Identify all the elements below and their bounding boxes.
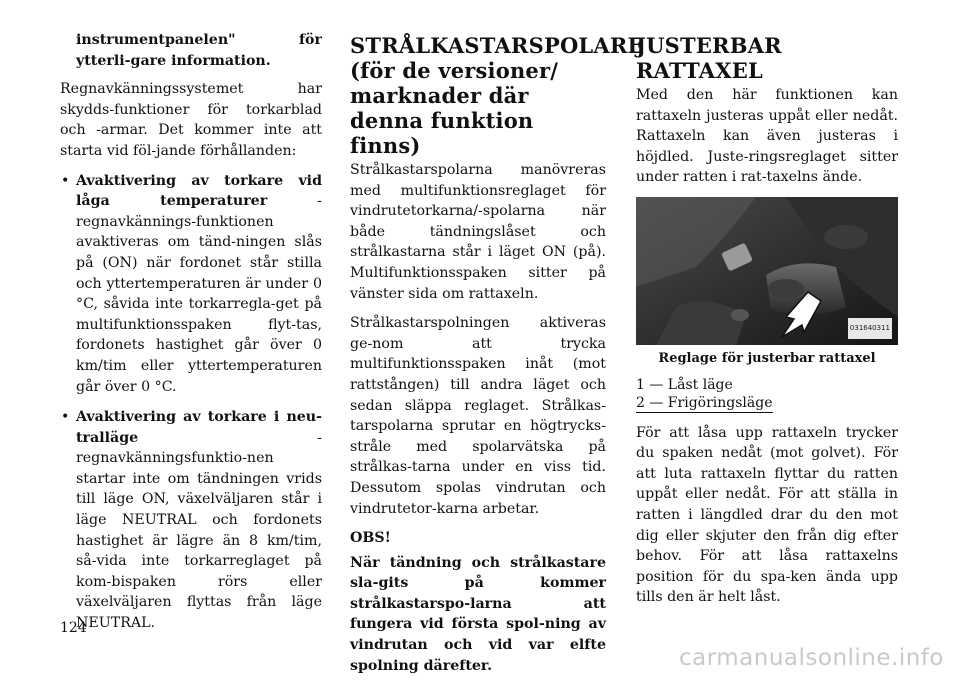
condition-list <box>60 171 322 634</box>
bullet-icon: • <box>61 409 70 426</box>
section-heading-tilt-column: JUSTERBAR RATTAXEL <box>636 33 782 83</box>
steering-column-figure <box>636 197 898 345</box>
figure-id: 031640311 <box>848 318 892 339</box>
page-number: 124 <box>60 620 87 636</box>
bullet-title: Avaktivering av torkare i neu-tralläge <box>76 409 322 446</box>
legend-item-locked: 1 — Låst läge <box>636 376 733 393</box>
bullet-text: - regnavkänningsfunktio-nen startar inte om tändningen vrids till läge ON, växelväljaren står i läge NEUTRAL och fordonets hastighet är lägre än 8 km/tim, så-vida inte torkarreglaget på kom-bispaken rörs eller växelväljaren flyttas från läge NEUTRAL. <box>76 429 322 632</box>
column-middle <box>350 30 644 685</box>
paragraph: Strålkastarspolarna manövreras med multifunktionsreglaget för vindrutetorkarna/-spolarna när både tändningslåset och strålkastarna står i läget ON (på). Multifunktionsspaken sitter på vänster sida om rattaxeln. <box>350 162 606 302</box>
continued-text: instrumentpanelen" för ytterli-gare information. <box>76 32 322 69</box>
bullet-icon: • <box>61 172 70 189</box>
note-label: OBS! <box>350 530 391 547</box>
legend-item-release: 2 — Frigöringsläge <box>636 394 773 411</box>
paragraph: Strålkastarspolningen aktiveras ge-nom att trycka multifunktionsspaken inåt (mot rattstången) till andra läget och sedan släppa reglaget. Strålkas-tarspolarna sprutar en högtrycks-stråle med spolarvätska på strålkas-tarna under en viss tid. Dessutom spolas vindrutan och vindrutetor-karna arbetar. <box>350 315 606 517</box>
paragraph: För att låsa upp rattaxeln trycker du spaken nedåt (mot golvet). För att luta rattaxeln flyttar du ratten uppåt eller nedåt. För att ställa in ratten i längdled drar du den mot dig eller skjuter den från dig efter behov. För att låsa rattaxelns position för du spa-ken ända upp tills den är helt låst. <box>636 424 898 606</box>
section-heading-headlamp-washers: STRÅLKASTARSPOLARE (för de versioner/ marknader där denna funktion finns) <box>350 33 644 158</box>
column-right <box>636 30 898 617</box>
note-text: När tändning och strålkastare sla-gits på kommer strålkastarspo-larna att fungera vid första spol-ning av vindrutan och vid var elfte spolning därefter. <box>350 554 606 674</box>
bullet-title: Avaktivering av torkare vid låga temperaturer <box>76 172 322 210</box>
intro-paragraph: Regnavkänningssystemet har skydds-funktioner för torkarblad och -armar. Det kommer inte att starta vid föl-jande förhållanden: <box>60 81 322 159</box>
bullet-text: - regnavkännings-funktionen avaktiveras om tänd-ningen slås på (ON) när fordonet står stilla och yttertemperaturen är under 0 °C, såvida inte torkarregla-get på multifunktionsspaken flyt-tas, fordonets hastighet går över 0 km/tim eller yttertemperaturen går över 0 °C. <box>76 193 322 395</box>
list-item <box>60 407 322 634</box>
figure-caption: Reglage för justerbar rattaxel <box>658 350 876 366</box>
list-item <box>60 171 322 398</box>
figure-legend <box>636 376 898 413</box>
watermark: carmanualsonline.info <box>678 645 944 671</box>
paragraph: Med den här funktionen kan rattaxeln justeras uppåt eller nedåt. Rattaxeln kan även justeras i höjdled. Juste-ringsreglaget sitter under ratten i rat-taxelns ände. <box>636 87 898 186</box>
column-left <box>60 30 322 644</box>
